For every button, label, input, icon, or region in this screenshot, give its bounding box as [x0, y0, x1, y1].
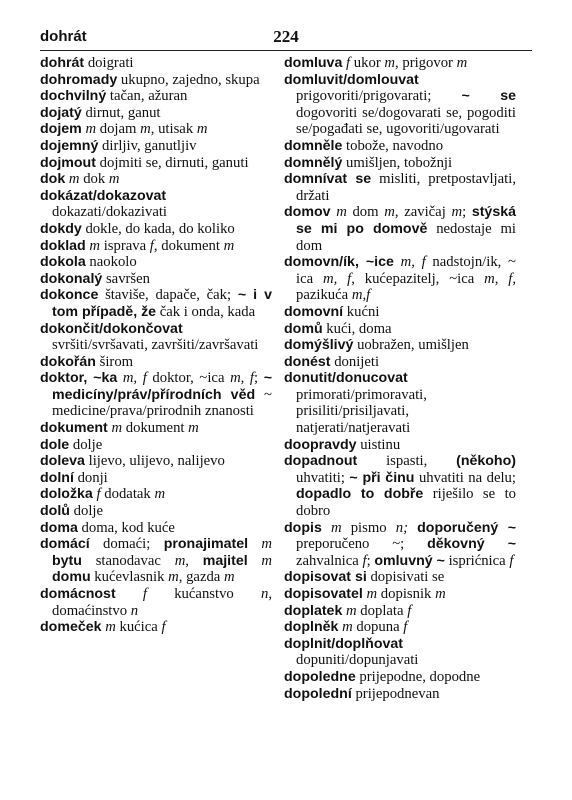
translation-text	[394, 254, 401, 270]
grammar-label: m	[384, 204, 395, 221]
bold-term: domnívat se	[284, 171, 372, 188]
dictionary-entry	[284, 254, 516, 304]
bold-term: doložka	[40, 486, 93, 503]
translation-text: isprićnica	[444, 552, 510, 569]
bold-term: dohrát	[40, 55, 85, 71]
translation-text: , kućepazitelj, ~ica	[351, 270, 485, 287]
dictionary-entry	[284, 453, 516, 519]
translation-text: prigovoriti/prigovarati;	[296, 88, 462, 105]
dictionary-entry	[284, 155, 516, 172]
translation-text: lijevo, ulijevo, nalijevo	[84, 453, 225, 470]
translation-text: , prigovor	[395, 55, 457, 71]
grammar-label: n	[260, 586, 269, 602]
grammar-label: m	[85, 121, 97, 138]
bold-term: doklad	[40, 237, 86, 254]
grammar-label: f	[161, 619, 166, 636]
grammar-label: f	[403, 619, 408, 636]
translation-text: uhvatiti;	[296, 469, 350, 486]
bold-term: donést	[284, 353, 331, 370]
grammar-label: m	[188, 420, 199, 437]
dictionary-entry	[284, 437, 516, 454]
dictionary-entry	[40, 486, 272, 503]
translation-text: , pazikuća	[296, 270, 517, 304]
dictionary-entry	[284, 619, 516, 636]
translation-text: dojam	[96, 121, 141, 138]
dictionary-entry	[40, 354, 272, 371]
bold-term: dokonce	[40, 287, 99, 304]
bold-term: dopoledne	[284, 668, 356, 685]
bold-term: domluvit/domlouvat	[284, 71, 419, 88]
bold-term: ~ medicíny/práv/přírodních věd	[52, 370, 272, 403]
grammar-label: f	[509, 552, 514, 569]
dictionary-entry	[284, 72, 516, 138]
dictionary-entry	[284, 636, 516, 669]
page-header	[40, 28, 532, 51]
translation-text: kući, doma	[322, 320, 392, 337]
bold-term: domov	[284, 204, 331, 221]
translation-text: ~ medicine/prava/prirodnih znanosti	[52, 386, 272, 420]
translation-text: donji	[73, 469, 108, 486]
dictionary-entry	[40, 520, 272, 537]
grammar-label: m	[261, 536, 273, 553]
grammar-label: m	[435, 586, 446, 602]
dictionary-entry	[40, 171, 272, 188]
translation-text: stanodavac	[81, 552, 175, 569]
translation-text: doktor, ~ica	[146, 370, 231, 387]
dictionary-entry	[40, 188, 272, 221]
dictionary-entry	[284, 354, 516, 371]
bold-term: dokola	[40, 254, 86, 271]
bold-term: dopadnout	[284, 453, 358, 470]
dictionary-entry	[40, 503, 272, 520]
grammar-label: m,f	[351, 287, 371, 304]
dictionary-entry	[284, 686, 516, 703]
translation-text: pismo	[341, 519, 396, 536]
grammar-label: m	[223, 237, 235, 254]
translation-text: donijeti	[330, 353, 380, 370]
translation-text: , dokument	[153, 237, 224, 254]
translation-text: naokolo	[85, 254, 137, 271]
translation-text: isprava	[100, 237, 150, 254]
dictionary-entry	[284, 603, 516, 620]
grammar-label: m	[108, 171, 120, 188]
translation-text: , domaćinstvo	[52, 586, 272, 619]
bold-term: doplnit/doplňovat	[284, 635, 403, 652]
translation-text: dirljiv, ganutljiv	[98, 137, 197, 154]
grammar-label: m	[330, 519, 342, 536]
grammar-label: m	[336, 204, 347, 221]
bold-term: doktor, ~ka	[40, 370, 118, 387]
translation-text: doma, kod kuće	[77, 519, 175, 536]
dictionary-entry	[40, 72, 272, 89]
bold-term: dopis	[284, 519, 322, 536]
translation-text: kućevlasnik	[90, 569, 169, 586]
bold-term: domýšlivý	[284, 337, 354, 354]
dictionary-entry	[40, 586, 272, 619]
bold-term: dopisovat si	[284, 569, 367, 586]
bold-term: doopravdy	[284, 436, 357, 453]
grammar-label: m	[111, 420, 123, 437]
dictionary-entry	[40, 437, 272, 454]
bold-term: domovn/ík, ~ice	[284, 254, 394, 271]
grammar-label: m, f	[230, 370, 255, 387]
bold-term: dopadlo to dobře	[296, 486, 424, 503]
bold-term: dok	[40, 171, 66, 188]
dictionary-entry	[40, 121, 272, 138]
dictionary-entry	[40, 287, 272, 320]
bold-term: dojem	[40, 121, 82, 138]
bold-term: dohromady	[40, 71, 118, 88]
translation-text: ukupno, zajedno, skupa	[117, 71, 260, 88]
translation-text: dokument	[122, 420, 189, 437]
translation-text: primorati/primoravati, prisiliti/prisiljavati, natjerati/natjeravati	[296, 386, 427, 437]
grammar-label: f	[96, 486, 101, 503]
dictionary-entry	[284, 171, 516, 204]
translation-text: domaći;	[89, 536, 164, 553]
dictionary-entry	[40, 254, 272, 271]
translation-text	[116, 586, 143, 602]
bold-term: dopisovatel	[284, 586, 363, 602]
translation-text: štaviše, dapače, čak;	[98, 287, 238, 304]
translation-text: ;	[462, 204, 472, 221]
grammar-label: m	[89, 237, 101, 254]
grammar-label: m	[224, 569, 235, 586]
bold-term: domeček	[40, 619, 102, 636]
grammar-label: m	[451, 204, 463, 221]
bold-term: dokdy	[40, 220, 82, 237]
bold-term: dole	[40, 436, 70, 453]
bold-term: dokonalý	[40, 270, 103, 287]
translation-text: uistinu	[356, 436, 401, 453]
dictionary-entry	[40, 105, 272, 122]
bold-term: domu	[52, 569, 91, 586]
dictionary-entry	[40, 619, 272, 636]
translation-text: dok	[79, 171, 109, 188]
translation-text: dolje	[69, 503, 103, 520]
grammar-label: m, f	[484, 270, 513, 287]
bold-term: dokázat/dokazovat	[40, 187, 167, 204]
translation-text: kućica	[115, 619, 162, 636]
left-column	[40, 55, 272, 636]
bold-term: dojatý	[40, 104, 82, 121]
dictionary-entry	[284, 586, 516, 603]
bold-term: dolů	[40, 503, 70, 520]
dictionary-entry	[40, 221, 272, 238]
dictionary-entry	[284, 370, 516, 436]
bold-term: doleva	[40, 453, 85, 470]
dictionary-entry	[40, 321, 272, 354]
translation-text: doigrati	[84, 55, 134, 71]
bold-term: pronajimatel	[163, 536, 249, 553]
dictionary-entry	[284, 337, 516, 354]
dictionary-entry	[40, 138, 272, 155]
dictionary-entry	[284, 569, 516, 586]
translation-text: dopisivati se	[366, 569, 445, 586]
bold-term: domnělý	[284, 154, 343, 171]
grammar-label: m	[174, 552, 186, 569]
bold-term: dokument	[40, 420, 108, 437]
translation-text: dolje	[69, 436, 103, 453]
grammar-label: m	[68, 171, 80, 188]
grammar-label: n	[130, 602, 139, 619]
bold-term: bytu	[52, 552, 82, 569]
dictionary-entry	[40, 238, 272, 255]
translation-text: svršiti/svršavati, završiti/završavati	[52, 337, 259, 354]
dictionary-entry	[284, 321, 516, 338]
grammar-label: m	[346, 602, 357, 619]
translation-text: ,	[185, 552, 203, 569]
bold-term: domněle	[284, 137, 343, 154]
bold-term: domácí	[40, 536, 90, 553]
grammar-label: m	[261, 552, 273, 569]
bold-term: dolní	[40, 469, 74, 486]
translation-text	[322, 520, 331, 536]
translation-text: kućanstvo	[147, 586, 261, 602]
dictionary-entry	[284, 669, 516, 686]
bold-term: doma	[40, 519, 78, 536]
dictionary-entry	[40, 453, 272, 470]
translation-text: riješilo se to dobro	[296, 486, 516, 520]
translation-text	[408, 520, 417, 536]
dictionary-entry	[284, 204, 516, 254]
translation-text: ;	[366, 552, 375, 569]
translation-text	[248, 553, 262, 569]
translation-text: ;	[254, 370, 264, 387]
bold-term: dojemný	[40, 137, 99, 154]
translation-text: čak i onda, kada	[156, 303, 256, 320]
dictionary-entry	[40, 88, 272, 105]
bold-term: dokončit/dokončovat	[40, 320, 183, 337]
bold-term: doporučený ~	[417, 519, 516, 536]
bold-term: domů	[284, 320, 323, 337]
translation-text	[248, 536, 261, 552]
translation-text: dogovoriti se/dogovarati se, pogoditi se/pogađati se, ugovoriti/ugovarati	[296, 104, 516, 138]
bold-term: (někoho)	[456, 453, 516, 470]
translation-text: dokazati/dokazivati	[52, 204, 168, 221]
translation-text: uhvatiti na delu;	[414, 469, 516, 486]
translation-text: , gazda	[178, 569, 224, 586]
translation-text: dopuna	[352, 619, 404, 636]
dictionary-entry	[284, 304, 516, 321]
grammar-label: f	[407, 602, 412, 619]
page-number: 224	[273, 27, 299, 46]
grammar-label: m	[384, 55, 395, 71]
grammar-label: m, f	[400, 254, 426, 271]
grammar-label: f	[346, 55, 351, 71]
translation-text: uobražen, umišljen	[353, 337, 469, 354]
grammar-label: m, f	[322, 270, 352, 287]
translation-text: umišljen, tobožnji	[342, 154, 453, 171]
bold-term: stýská se mi po domově	[296, 204, 516, 237]
translation-text: dodatak	[100, 486, 155, 503]
bold-term: dojmout	[40, 154, 96, 171]
dictionary-entry	[284, 55, 516, 72]
translation-text: dirnut, ganut	[81, 104, 161, 121]
grammar-label: f	[149, 237, 154, 254]
translation-text: tobože, navodno	[342, 137, 444, 154]
grammar-label: m	[456, 55, 468, 71]
bold-term: omluvný ~	[374, 552, 445, 569]
translation-text: prijepodnevan	[351, 685, 440, 702]
grammar-label: m	[154, 486, 166, 503]
bold-term: doplněk	[284, 619, 339, 636]
translation-text: doplata	[356, 602, 408, 619]
grammar-label: m	[168, 569, 179, 586]
bold-term: ~ při činu	[349, 469, 415, 486]
translation-text: nedostaje mi dom	[296, 220, 516, 254]
translation-text: preporučeno ~;	[296, 536, 428, 553]
translation-text: misliti, pretpostavljati, držati	[296, 171, 516, 204]
translation-text: prijepodne, dopodne	[355, 668, 481, 685]
bold-term: donutit/donucovat	[284, 370, 408, 387]
running-headword: dohrát	[40, 28, 87, 45]
bold-term: ~ i v tom případě, že	[52, 287, 272, 320]
grammar-label: m	[105, 619, 116, 636]
translation-text: ukor	[350, 55, 385, 71]
grammar-label: m	[140, 121, 151, 138]
translation-text: tačan, ažuran	[106, 88, 188, 105]
translation-text: savršen	[102, 270, 151, 287]
translation-text: ispasti,	[357, 453, 457, 470]
translation-text: dokle, do kada, do koliko	[81, 220, 235, 237]
bold-term: domácnost	[40, 586, 116, 602]
bold-term: doplatek	[284, 602, 343, 619]
translation-text: dom	[346, 204, 385, 221]
bold-term: děkovný ~	[427, 536, 516, 553]
grammar-label: m	[196, 121, 208, 138]
bold-term: dokořán	[40, 353, 96, 370]
dictionary-entry	[40, 470, 272, 487]
dictionary-entry	[40, 420, 272, 437]
translation-text: nadstojn/ik, ~ ica	[296, 254, 517, 287]
dictionary-entry	[284, 520, 516, 570]
bold-term: domovní	[284, 303, 344, 320]
grammar-label: f	[362, 552, 367, 569]
translation-text: dopisnik	[377, 586, 436, 602]
right-column	[284, 55, 516, 702]
bold-term: dopolední	[284, 685, 352, 702]
dictionary-entry	[284, 138, 516, 155]
translation-text: , utisak	[150, 121, 197, 138]
dictionary-entry	[40, 271, 272, 288]
translation-text: širom	[95, 353, 134, 370]
dictionary-entry	[40, 370, 272, 420]
dictionary-entry	[40, 55, 272, 72]
grammar-label: m	[342, 619, 353, 636]
grammar-label: m, f	[122, 370, 147, 387]
translation-text: dojmiti se, dirnuti, ganuti	[95, 154, 249, 171]
bold-term: domluva	[284, 55, 343, 71]
grammar-label: n;	[395, 519, 408, 536]
translation-text: dopuniti/dopunjavati	[296, 652, 419, 669]
dictionary-entry	[40, 155, 272, 172]
translation-text: kućni	[343, 303, 380, 320]
bold-term: dochvilný	[40, 88, 107, 105]
translation-text: zahvalnica	[296, 552, 363, 569]
bold-term: majitel	[202, 552, 248, 569]
bold-term: ~ se	[461, 88, 516, 105]
grammar-label: m	[366, 586, 378, 602]
translation-text: , zavičaj	[394, 204, 452, 221]
grammar-label: f	[142, 586, 147, 602]
dictionary-entry	[40, 536, 272, 586]
